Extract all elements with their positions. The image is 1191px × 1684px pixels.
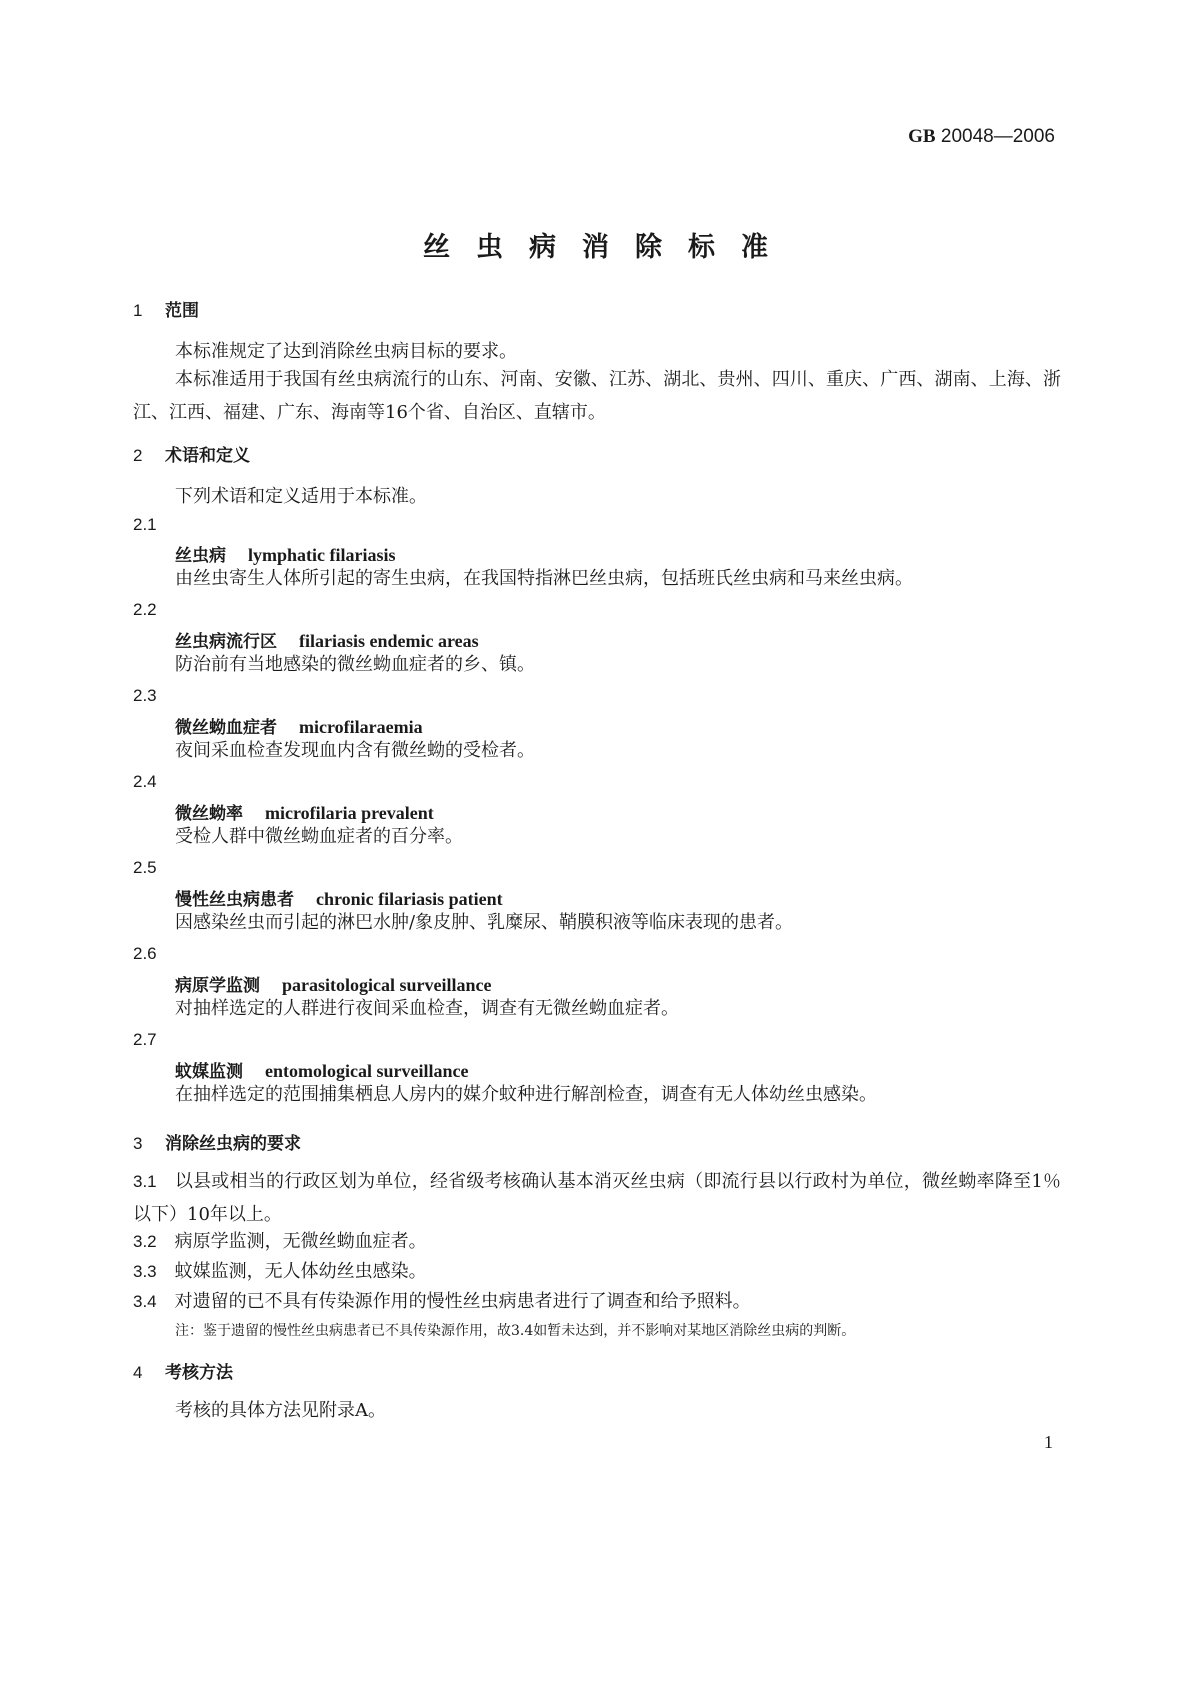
- assessment-paragraph: 考核的具体方法见附录A。: [175, 1400, 386, 1421]
- term-number: 2.7: [133, 1030, 157, 1049]
- section-3-heading: [133, 1129, 301, 1154]
- term-number: 2.2: [133, 600, 157, 619]
- scope-paragraph-2: 本标准适用于我国有丝虫病流行的山东、河南、安徽、江苏、湖北、贵州、四川、重庆、广西、湖南、上海、浙江、江西、福建、广东、海南等16个省、自治区、直辖市。: [133, 369, 1061, 423]
- term-en: entomological surveillance: [265, 1061, 469, 1081]
- term-en: chronic filariasis patient: [316, 889, 503, 909]
- requirement-item: [133, 1225, 1061, 1258]
- section-number: 2: [133, 446, 143, 465]
- section-title: 考核方法: [165, 1363, 233, 1383]
- note: 注：鉴于遗留的慢性丝虫病患者已不具传染源作用，故3.4如暂未达到，并不影响对某地区消除丝虫病的判断。: [175, 1323, 856, 1339]
- term-number: 2.1: [133, 515, 157, 534]
- term-definition: 由丝虫寄生人体所引起的寄生虫病，在我国特指淋巴丝虫病，包括班氏丝虫病和马来丝虫病。: [175, 568, 913, 589]
- section-title: 术语和定义: [165, 446, 250, 466]
- scope-paragraph-1: 本标准规定了达到消除丝虫病目标的要求。: [175, 341, 517, 362]
- term-zh: 慢性丝虫病患者: [175, 890, 294, 910]
- requirement-item: [133, 1285, 1061, 1318]
- section-title: 消除丝虫病的要求: [165, 1134, 301, 1154]
- term-definition: 防治前有当地感染的微丝蚴血症者的乡、镇。: [175, 654, 535, 675]
- term-definition: 受检人群中微丝蚴血症者的百分率。: [175, 826, 463, 847]
- term-en: microfilaraemia: [299, 717, 423, 737]
- section-1-heading: [133, 296, 199, 321]
- document-title: 丝虫病消除标准: [423, 232, 794, 263]
- section-2-heading: [133, 441, 250, 466]
- term-zh: 蚊媒监测: [175, 1062, 243, 1082]
- section-4-heading: [133, 1358, 233, 1383]
- standard-code: [908, 126, 1055, 148]
- term-definition: 对抽样选定的人群进行夜间采血检查，调查有无微丝蚴血症者。: [175, 998, 679, 1019]
- requirement-number: 3.3: [133, 1262, 157, 1281]
- term-number: 2.3: [133, 686, 157, 705]
- requirement-text: 以县或相当的行政区划为单位，经省级考核确认基本消灭丝虫病（即流行县以行政村为单位，微丝蚴率降至1％以下）10年以上。: [133, 1171, 1061, 1225]
- term-number: 2.4: [133, 772, 157, 791]
- term-zh: 丝虫病流行区: [175, 632, 277, 652]
- section-number: 3: [133, 1134, 143, 1153]
- term-zh: 病原学监测: [175, 976, 260, 996]
- section-title: 范围: [165, 301, 199, 321]
- requirement-text: 对遗留的已不具有传染源作用的慢性丝虫病患者进行了调查和给予照料。: [174, 1291, 751, 1312]
- standard-number: 20048—2006: [940, 126, 1055, 147]
- term-en: parasitological surveillance: [282, 975, 492, 995]
- requirement-number: 3.2: [133, 1232, 157, 1251]
- term-definition: 因感染丝虫而引起的淋巴水肿/象皮肿、乳糜尿、鞘膜积液等临床表现的患者。: [175, 912, 794, 933]
- requirement-number: 3.4: [133, 1292, 157, 1311]
- page-number: 1: [1044, 1432, 1053, 1452]
- requirement-item: [133, 1165, 1061, 1231]
- term-zh: 微丝蚴血症者: [175, 718, 277, 738]
- term-definition: 夜间采血检查发现血内含有微丝蚴的受检者。: [175, 740, 535, 761]
- requirement-item: [133, 1255, 1061, 1288]
- requirement-number: 3.1: [133, 1172, 157, 1191]
- section-number: 1: [133, 301, 143, 320]
- term-zh: 丝虫病: [175, 546, 226, 566]
- term-definition: 在抽样选定的范围捕集栖息人房内的媒介蚊种进行解剖检查，调查有无人体幼丝虫感染。: [175, 1084, 877, 1105]
- term-en: lymphatic filariasis: [248, 545, 396, 565]
- term-zh: 微丝蚴率: [175, 804, 243, 824]
- requirement-text: 蚊媒监测，无人体幼丝虫感染。: [174, 1261, 427, 1282]
- term-number: 2.5: [133, 858, 157, 877]
- term-number: 2.6: [133, 944, 157, 963]
- standard-prefix: GB: [908, 126, 936, 147]
- requirement-text: 病原学监测，无微丝蚴血症者。: [174, 1231, 427, 1252]
- term-en: filariasis endemic areas: [299, 631, 479, 651]
- term-en: microfilaria prevalent: [265, 803, 434, 823]
- terms-intro: 下列术语和定义适用于本标准。: [175, 486, 427, 507]
- section-number: 4: [133, 1363, 143, 1382]
